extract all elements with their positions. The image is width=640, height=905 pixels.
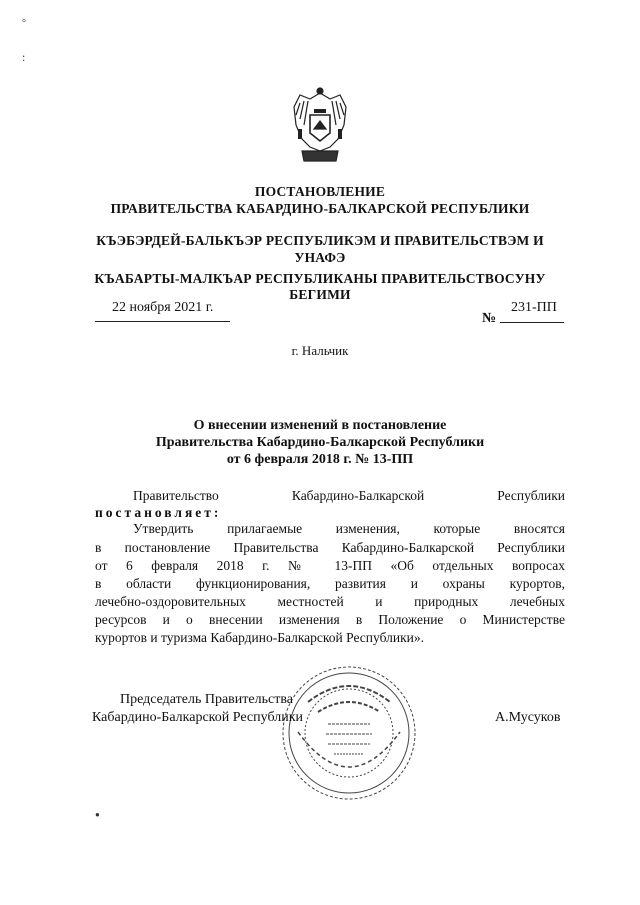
subject-line: О внесении изменений в постановление <box>193 418 447 433</box>
kabardian-title-line: УНАФЭ <box>294 250 346 265</box>
number-sign: № <box>482 311 497 326</box>
balkar-title-line: БЕГИМИ <box>289 287 351 302</box>
body-text-line: ресурсов и о внесении изменения в Положение о Министерстве <box>95 612 565 627</box>
body-text-line: лечебно-оздоровительных местностей и природных лечебных <box>95 594 565 609</box>
doc-date: 22 ноября 2021 г. <box>112 300 214 315</box>
city: г. Нальчик <box>291 343 349 358</box>
decree-word: постановляет: <box>95 505 222 520</box>
kabardian-title-line: КЪЭБЭРДЕЙ-БАЛЬКЪЭР РЕСПУБЛИКЭМ И ПРАВИТЕЛЬСТВЭМ И <box>96 233 544 248</box>
date-underline <box>95 321 230 322</box>
body-text-line: курортов и туризма Кабардино-Балкарской Республики». <box>95 630 424 645</box>
number-underline <box>500 322 564 323</box>
subject-line: Правительства Кабардино-Балкарской Республики <box>155 435 485 450</box>
body-text-line: Правительство Кабардино-Балкарской Республики <box>133 488 565 503</box>
margin-mark: ● <box>95 810 100 819</box>
margin-mark: : <box>22 50 26 64</box>
signer-position-line: Кабардино-Балкарской Республики <box>92 710 303 725</box>
body-text-line: в области функционирования, развития и охраны курортов, <box>95 576 565 591</box>
subject-line: от 6 февраля 2018 г. № 13-ПП <box>226 452 414 467</box>
margin-mark: ° <box>22 18 26 29</box>
doc-type-title: ПОСТАНОВЛЕНИЕ <box>254 184 386 199</box>
coat-of-arms-emblem <box>288 85 352 173</box>
signer-position-line: Председатель Правительства <box>120 692 293 707</box>
government-title: ПРАВИТЕЛЬСТВА КАБАРДИНО-БАЛКАРСКОЙ РЕСПУБЛИКИ <box>110 201 530 216</box>
official-seal-stamp <box>278 662 420 804</box>
body-text-line: в постановление Правительства Кабардино-Балкарской Республики <box>95 540 565 555</box>
body-text-line: Утвердить прилагаемые изменения, которые вносятся <box>133 521 565 536</box>
balkar-title-line: КЪАБАРТЫ-МАЛКЪАР РЕСПУБЛИКАНЫ ПРАВИТЕЛЬСТВОСУНУ <box>94 271 546 286</box>
signer-name: А.Мусуков <box>495 710 561 725</box>
doc-number: 231-ПП <box>511 300 557 315</box>
body-text-line: от 6 февраля 2018 г. № 13-ПП «Об отдельных вопросах <box>95 558 565 573</box>
